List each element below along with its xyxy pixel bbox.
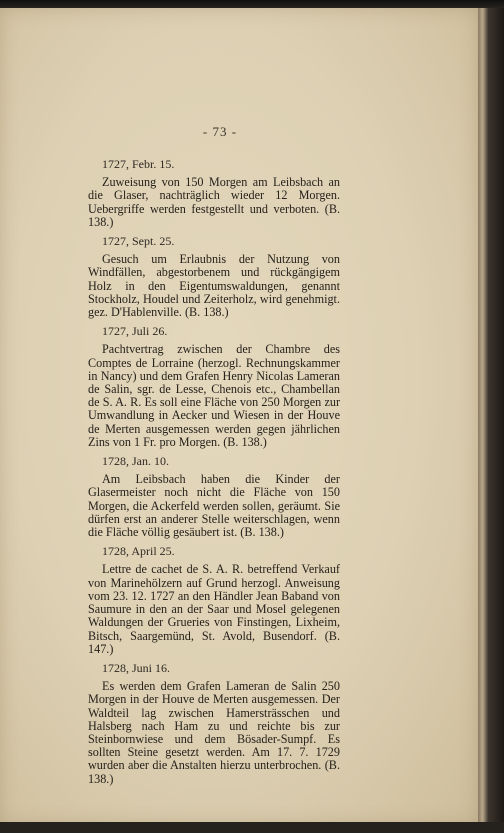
entry-date: 1728, Juni 16. [102,660,171,675]
entry [88,662,340,786]
entry-date: 1727, Sept. 25. [102,234,175,249]
page-number: - 73 - [202,124,238,139]
entry-date: 1728, Jan. 10. [102,454,169,469]
entry-text: Zuweisung von 150 Morgen am Leibsbach an die Glaser, nachträglich wieder 12 Morgen. Uebergriffe werden festgestellt und verboten. (B. 138.) [88,175,340,229]
entry-text: Lettre de cachet de S. A. R. betreffend Verkauf von Marinehölzern auf Grund herzogl. Anweisung vom 23. 12. 1727 an den Händler Jean Baband von Saumure in den an der Saar und Mosel gelegenen Waldungen der Grueries von Finstingen, Lixheim, Bitsch, Saargemünd, St. Avold, Busendorf. (B. 147.) [88,562,340,656]
bottom-scan-border [0,822,504,833]
entry-date: 1727, Juli 26. [102,324,168,339]
entry [88,325,340,449]
entry-text: Es werden dem Grafen Lameran de Salin 250 Morgen in der Houve de Merten ausgemessen. Der Waldteil lag zwischen Hamersträsschen und Halsberg nach Ham zu und reichte bis zur Steinbornwiese und dem Bösader-Sumpf. Es sollten Steine gesetzt werden. Am 17. 7. 1729 wurden aber die Anstalten hierzu unterbrochen. (B. 138.) [88,679,340,786]
book-spine-edge [478,8,504,825]
entries-list [88,158,340,792]
entry [88,158,340,229]
entry-date: 1728, April 25. [102,544,175,559]
entry-text: Pachtvertrag zwischen der Chambre des Comptes de Lorraine (herzogl. Rechnungskammer in Nancy) und dem Grafen Henry Nicolas Lameran de Salin, sgr. de Lesse, Chenois etc., Chambellan de S. A. R. Es soll eine Fläche von 250 Morgen zur Umwandlung in Aecker und Wiesen in der Houve de Merten ausgemessen werden gegen jährlichen Zins von 1 Fr. pro Morgen. (B. 138.) [88,342,340,449]
entry [88,235,340,319]
entry-text: Am Leibsbach haben die Kinder der Glasermeister noch nicht die Fläche von 150 Morgen, die Ackerfeld werden sollen, geräumt. Sie dürfen erst an anderer Stelle weiterschlagen, wenn die Fläche völlig gesäubert ist. (B. 138.) [88,472,340,540]
entry [88,545,340,656]
entry-date: 1727, Febr. 15. [102,157,175,171]
entry-text: Gesuch um Erlaubnis der Nutzung von Windfällen, abgestorbenem und rückgängigem Holz in den Eigentumswaldungen, genannt Stockholz, Houdel und Zeiterholz, wird genehmigt. gez. D'Hablenville. (B. 138.) [88,252,340,320]
entry [88,455,340,539]
